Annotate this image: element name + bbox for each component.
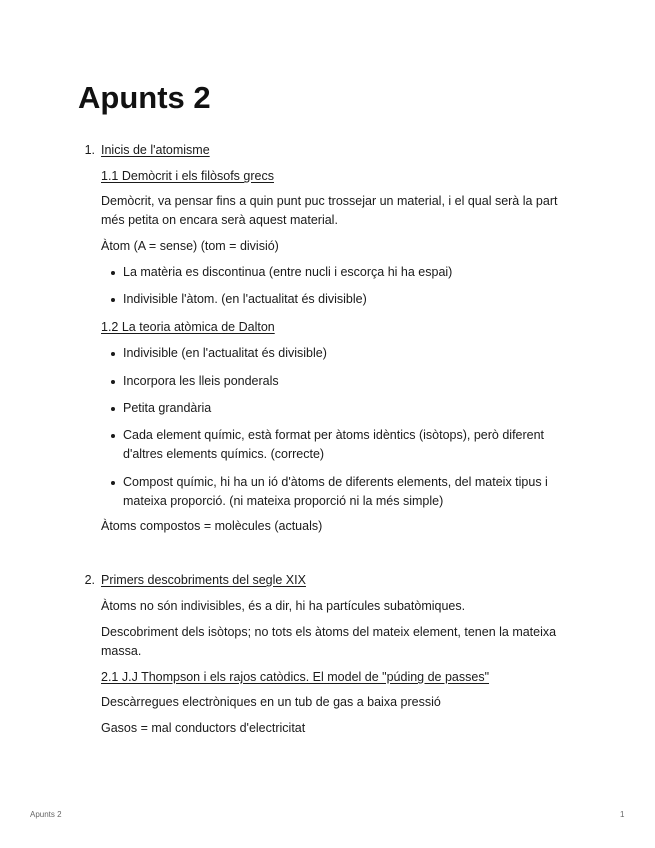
list-item: Petita grandària [123, 401, 212, 415]
bullet-dot [111, 271, 115, 275]
section-2-number: 2. [84, 573, 95, 587]
bullet-dot [111, 407, 115, 411]
bullet-dot [111, 380, 115, 384]
section-2-line-1: Àtoms no són indivisibles, és a dir, hi ha partícules subatòmiques. [101, 599, 466, 613]
subsection-1-1-heading: 1.1 Demòcrit i els filòsofs grecs [101, 169, 274, 183]
subsection-2-1-heading: 2.1 J.J Thompson i els rajos catòdics. El model de "púding de passes" [101, 670, 490, 684]
page-title: Apunts 2 [78, 80, 211, 115]
section-1-heading: Inicis de l'atomisme [101, 143, 210, 157]
footer-page-number: 1 [620, 810, 625, 819]
list-item: Indivisible l'àtom. (en l'actualitat és divisible) [123, 292, 367, 306]
list-item-line-2: d'altres elements químics. (correcte) [123, 447, 325, 461]
list-item-line-2: mateixa proporció. (ni mateixa proporció ni la més simple) [123, 494, 444, 508]
compounds-line: Àtoms compostos = molècules (actuals) [101, 519, 323, 533]
bullet-dot [111, 352, 115, 356]
subsection-2-1-line-1: Descàrregues electròniques en un tub de gas a baixa pressió [101, 695, 441, 709]
list-item-line-1: Cada element químic, està format per àtoms idèntics (isòtops), però diferent [123, 428, 545, 442]
section-2-heading: Primers descobriments del segle XIX [101, 573, 306, 587]
subsection-2-1-line-2: Gasos = mal conductors d'electricitat [101, 721, 306, 735]
bullet-dot [111, 481, 115, 485]
subsection-1-2-heading: 1.2 La teoria atòmica de Dalton [101, 320, 275, 334]
section-2-line-2a: Descobriment dels isòtops; no tots els àtoms del mateix element, tenen la mateixa [101, 625, 557, 639]
list-item-line-1: Compost químic, hi ha un ió d'àtoms de diferents elements, del mateix tipus i [123, 475, 548, 489]
bullet-dot [111, 434, 115, 438]
list-item: Indivisible (en l'actualitat és divisible) [123, 346, 327, 360]
democrit-paragraph-line-2: més petita on encara serà aquest material. [101, 213, 338, 227]
footer-document-title: Apunts 2 [30, 810, 62, 819]
section-2-line-2b: massa. [101, 644, 142, 658]
atom-definition: Àtom (A = sense) (tom = divisió) [101, 239, 279, 253]
section-1-number: 1. [84, 143, 95, 157]
list-item: La matèria es discontinua (entre nucli i escorça hi ha espai) [123, 265, 453, 279]
democrit-paragraph-line-1: Demòcrit, va pensar fins a quin punt puc trossejar un material, i el qual serà la part [101, 194, 558, 208]
bullet-dot [111, 298, 115, 302]
list-item: Incorpora les lleis ponderals [123, 374, 279, 388]
